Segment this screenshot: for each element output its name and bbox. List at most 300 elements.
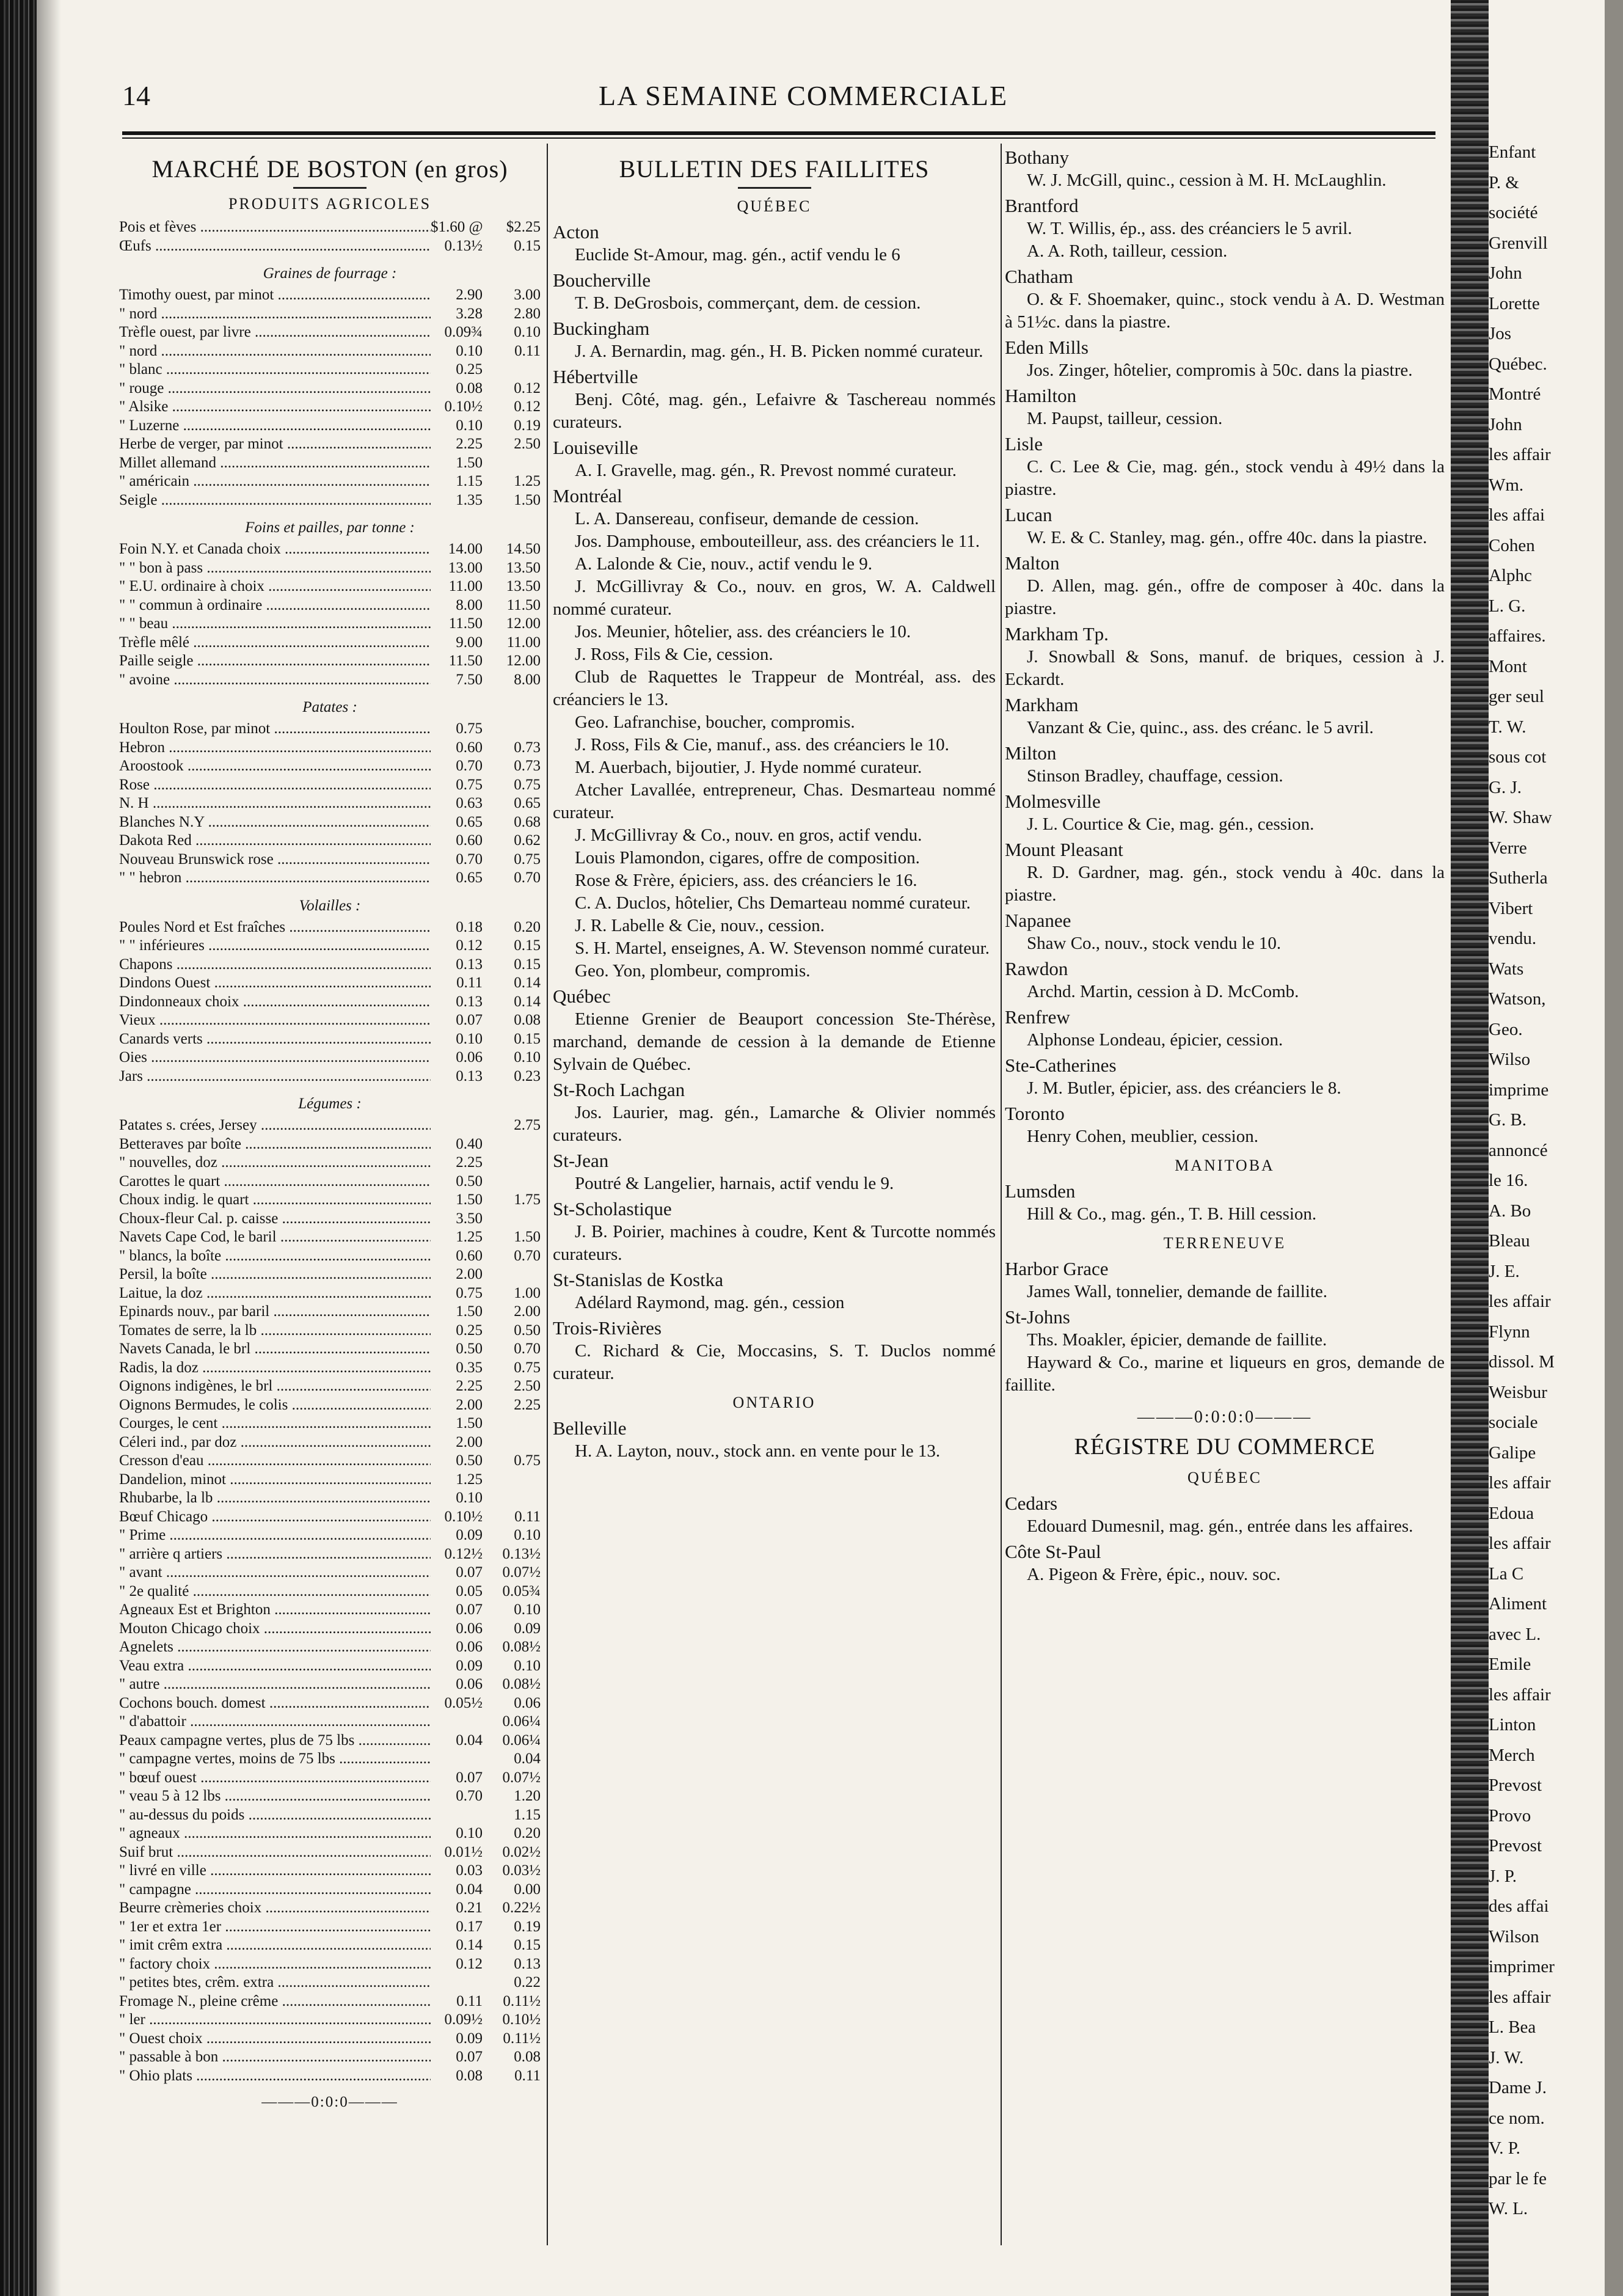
price-row bbox=[119, 1210, 541, 1229]
neighbor-line: Wilso bbox=[1489, 1050, 1531, 1069]
product-label: Millet allemand ..... bbox=[119, 454, 431, 473]
price-high: 13.50 bbox=[506, 559, 541, 576]
price-row bbox=[119, 1508, 541, 1527]
product-label: " agneaux ..... bbox=[119, 1824, 431, 1843]
price-row bbox=[119, 1694, 541, 1713]
price-row bbox=[119, 1582, 541, 1601]
price-high bbox=[483, 1489, 541, 1508]
price-low: 0.50 bbox=[456, 1340, 483, 1357]
neighbor-line: Galipe bbox=[1489, 1442, 1536, 1463]
neighbor-line: vendu. bbox=[1489, 929, 1537, 948]
price-row bbox=[119, 1322, 541, 1340]
price-row bbox=[119, 1284, 541, 1303]
price-high: 1.00 bbox=[514, 1284, 541, 1301]
price-low: 0.13 bbox=[456, 993, 483, 1010]
entry-place: Mount Pleasant bbox=[1005, 839, 1123, 860]
market-title: MARCHÉ DE BOSTON (en gros) bbox=[151, 155, 508, 183]
bankruptcy-list bbox=[553, 221, 996, 1385]
product-label: Houlton Rose, par minot ..... bbox=[119, 720, 431, 739]
price-low: 8.00 bbox=[456, 596, 483, 613]
entry-text: O. & F. Shoemaker, quinc., stock vendu à A. D. Westman à 51½c. dans la piastre. bbox=[1005, 290, 1445, 332]
price-low: 0.07 bbox=[456, 1012, 483, 1028]
product-label: Carottes le quart ..... bbox=[119, 1172, 431, 1191]
price-high: 0.23 bbox=[514, 1067, 541, 1084]
price-row bbox=[119, 435, 541, 454]
entry-text: J. Ross, Fils & Cie, cession. bbox=[575, 645, 773, 664]
entry-place: Renfrew bbox=[1005, 1006, 1070, 1028]
price-low: 2.25 bbox=[456, 436, 483, 452]
market-column bbox=[119, 144, 541, 2245]
entry-text: S. H. Martel, enseignes, A. W. Stevenson nommé curateur. bbox=[575, 938, 990, 958]
price-high: 0.11 bbox=[514, 2067, 541, 2084]
price-low: 0.06 bbox=[456, 1049, 483, 1066]
product-label: " américain ..... bbox=[119, 472, 431, 491]
price-high: 0.11½ bbox=[503, 2030, 541, 2047]
price-row bbox=[119, 918, 541, 937]
neighbor-line: Prevost bbox=[1489, 1775, 1542, 1795]
neighbor-line: Lorette bbox=[1489, 293, 1540, 313]
price-low: 2.00 bbox=[456, 1266, 483, 1282]
product-label: Vieux ..... bbox=[119, 1011, 431, 1030]
price-low: 0.25 bbox=[456, 361, 483, 378]
product-label: Betteraves par boîte ..... bbox=[119, 1135, 431, 1154]
entry-text: A. Lalonde & Cie, nouv., actif vendu le 9. bbox=[575, 554, 872, 574]
product-label: Chapons ..... bbox=[119, 956, 431, 974]
neighbor-line: dissol. M bbox=[1489, 1352, 1555, 1372]
price-high bbox=[483, 1433, 541, 1452]
price-low: 0.25 bbox=[456, 1322, 483, 1339]
neighbor-line: J. W. bbox=[1489, 2047, 1524, 2067]
entry-text: Jos. Damphouse, embouteilleur, ass. des créanciers le 11. bbox=[575, 532, 980, 551]
entry-text: J. Snowball & Sons, manuf. de briques, cession à J. Eckardt. bbox=[1005, 647, 1445, 689]
product-label: Navets Canada, le brl ..... bbox=[119, 1340, 431, 1359]
price-high: 0.75 bbox=[514, 1452, 541, 1469]
neighbor-line: Provo bbox=[1489, 1805, 1531, 1826]
price-row bbox=[119, 342, 541, 361]
price-high: 0.22½ bbox=[502, 1899, 541, 1916]
entry-text: Vanzant & Cie, quinc., ass. des créanc. le 5 avril. bbox=[1027, 718, 1374, 737]
neighbor-line: Weisbur bbox=[1489, 1382, 1547, 1402]
product-label: " avant ..... bbox=[119, 1563, 431, 1582]
product-label: Suif brut ..... bbox=[119, 1843, 431, 1862]
entry-text: D. Allen, mag. gén., offre de composer à 40c. dans la piastre. bbox=[1005, 576, 1445, 618]
entry-place: Montréal bbox=[553, 485, 622, 506]
entry-place: Rawdon bbox=[1005, 958, 1068, 979]
neighbor-line: Wm. bbox=[1489, 475, 1524, 495]
bankruptcy-list bbox=[1005, 1180, 1445, 1226]
neighbor-line: les affair bbox=[1489, 1292, 1551, 1311]
entry-place: St-Scholastique bbox=[553, 1198, 672, 1219]
entry-text: Archd. Martin, cession à D. McComb. bbox=[1027, 982, 1299, 1001]
entry-place: Lumsden bbox=[1005, 1180, 1076, 1202]
entry-text: J. McGillivray & Co., nouv. en gros, actif vendu. bbox=[575, 825, 922, 845]
product-label: " " inférieures ..... bbox=[119, 937, 431, 956]
neighbor-line: Dame J. bbox=[1489, 2078, 1547, 2097]
price-row bbox=[119, 1172, 541, 1191]
entry-place: Louiseville bbox=[553, 437, 638, 458]
product-label: Hebron ..... bbox=[119, 739, 431, 758]
price-high: 0.06 bbox=[514, 1694, 541, 1711]
product-label: Poules Nord et Est fraîches ..... bbox=[119, 918, 431, 937]
price-low: 0.12 bbox=[456, 937, 483, 954]
price-row bbox=[119, 794, 541, 813]
neighbor-line: La C bbox=[1489, 1563, 1524, 1584]
entry-text: Louis Plamondon, cigares, offre de composition. bbox=[575, 848, 920, 868]
neighbor-page-fragment bbox=[1489, 137, 1605, 2215]
price-row bbox=[119, 454, 541, 473]
neighbor-line: Verre bbox=[1489, 838, 1527, 858]
neighbor-line: Vibert bbox=[1489, 898, 1533, 918]
price-high: 0.75 bbox=[514, 1359, 541, 1376]
price-row bbox=[119, 2067, 541, 2086]
price-row bbox=[119, 1899, 541, 1918]
price-low: 0.01½ bbox=[444, 1843, 483, 1860]
price-low: 11.00 bbox=[448, 578, 483, 594]
entry-text: Hill & Co., mag. gén., T. B. Hill cession. bbox=[1027, 1204, 1317, 1224]
product-label: " nord ..... bbox=[119, 342, 431, 361]
price-row bbox=[119, 634, 541, 653]
price-low: 0.75 bbox=[456, 1284, 483, 1301]
product-label: " ler ..... bbox=[119, 2011, 431, 2030]
product-label: " campagne ..... bbox=[119, 1881, 431, 1899]
price-low: 9.00 bbox=[456, 634, 483, 651]
price-low bbox=[431, 1973, 483, 1992]
price-low: 0.50 bbox=[456, 1452, 483, 1469]
price-low: 11.50 bbox=[448, 653, 483, 669]
entry-text: C. Richard & Cie, Moccasins, S. T. Duclos nommé curateur. bbox=[553, 1341, 996, 1383]
price-low: 0.65 bbox=[456, 813, 483, 830]
entry-place: Côte St-Paul bbox=[1005, 1541, 1101, 1562]
product-label: " " hebron ..... bbox=[119, 869, 431, 888]
price-low: 11.50 bbox=[448, 615, 483, 632]
price-row bbox=[119, 1153, 541, 1172]
neighbor-line: Québec. bbox=[1489, 354, 1547, 374]
entry-text: A. Pigeon & Frère, épic., nouv. soc. bbox=[1027, 1565, 1281, 1584]
entry-text: W. E. & C. Stanley, mag. gén., offre 40c. dans la piastre. bbox=[1027, 528, 1428, 547]
entry-place: Boucherville bbox=[553, 269, 651, 291]
price-high bbox=[483, 1414, 541, 1433]
price-low: 0.04 bbox=[456, 1731, 483, 1749]
product-label: " bœuf ouest ..... bbox=[119, 1769, 431, 1788]
header-rule bbox=[122, 131, 1435, 135]
neighbor-line: Alphc bbox=[1489, 566, 1532, 585]
neighbor-line: L. Bea bbox=[1489, 2017, 1536, 2037]
entry-text: Jos. Zinger, hôtelier, compromis à 50c. dans la piastre. bbox=[1027, 360, 1413, 380]
product-label: Dindons Ouest ..... bbox=[119, 974, 431, 993]
entry-place: Brantford bbox=[1005, 195, 1079, 216]
price-low: 0.11 bbox=[456, 974, 483, 991]
price-row bbox=[119, 652, 541, 671]
product-label: Blanches N.Y ..... bbox=[119, 813, 431, 832]
price-row bbox=[119, 1377, 541, 1396]
neighbor-line: les affair bbox=[1489, 1534, 1551, 1553]
entry-place: Hébertville bbox=[553, 366, 638, 387]
entry-place: Cedars bbox=[1005, 1493, 1058, 1514]
entry-place: St-Johns bbox=[1005, 1306, 1070, 1328]
price-row bbox=[119, 1918, 541, 1937]
header-rule-thin bbox=[122, 137, 1435, 139]
price-high: 0.10 bbox=[514, 324, 541, 340]
product-label: Courges, le cent ..... bbox=[119, 1414, 431, 1433]
neighbor-line: société bbox=[1489, 203, 1538, 222]
price-high: 0.08½ bbox=[502, 1676, 541, 1692]
neighbor-line: Enfant bbox=[1489, 142, 1536, 162]
price-high: 14.50 bbox=[506, 541, 541, 557]
price-row bbox=[119, 832, 541, 850]
price-row bbox=[119, 218, 541, 237]
neighbor-line: John bbox=[1489, 414, 1522, 434]
neighbor-line: sociale bbox=[1489, 1413, 1538, 1432]
product-label: " blancs, la boîte ..... bbox=[119, 1247, 431, 1266]
product-label: " Luzerne ..... bbox=[119, 417, 431, 436]
price-row bbox=[119, 813, 541, 832]
price-high: 2.25 bbox=[514, 1396, 541, 1413]
price-low: 0.10 bbox=[456, 1825, 483, 1841]
price-row bbox=[119, 1713, 541, 1731]
price-row bbox=[119, 596, 541, 615]
price-low bbox=[431, 1713, 483, 1731]
neighbor-line: le 16. bbox=[1489, 1171, 1528, 1190]
price-low: 0.17 bbox=[456, 1918, 483, 1935]
price-row bbox=[119, 1048, 541, 1067]
product-label: Trèfle mêlé ..... bbox=[119, 634, 431, 653]
page-gutter bbox=[1451, 0, 1489, 2296]
column-divider bbox=[1001, 144, 1002, 2245]
price-row bbox=[119, 615, 541, 634]
product-label: Choux-fleur Cal. p. caisse ..... bbox=[119, 1210, 431, 1229]
price-high: 0.11½ bbox=[503, 1992, 541, 2009]
price-row bbox=[119, 1526, 541, 1545]
binding-shadow bbox=[37, 0, 61, 2296]
price-row bbox=[119, 1955, 541, 1974]
price-row bbox=[119, 379, 541, 398]
price-high: 1.50 bbox=[514, 1229, 541, 1245]
product-label: Herbe de verger, par minot ..... bbox=[119, 435, 431, 454]
product-label: Canards verts ..... bbox=[119, 1030, 431, 1049]
price-row bbox=[119, 540, 541, 559]
price-row bbox=[119, 1843, 541, 1862]
price-low: 1.50 bbox=[456, 1191, 483, 1208]
price-low: 0.09 bbox=[456, 2030, 483, 2047]
price-high: 0.08 bbox=[514, 1012, 541, 1028]
price-high: 0.05¾ bbox=[502, 1582, 541, 1600]
entry-text: J. Ross, Fils & Cie, manuf., ass. des créanciers le 10. bbox=[575, 735, 949, 755]
entry-place: Lucan bbox=[1005, 504, 1052, 525]
product-label: Epinards nouv., par baril ..... bbox=[119, 1303, 431, 1322]
price-low: 0.60 bbox=[456, 1247, 483, 1264]
product-label: " campagne vertes, moins de 75 lbs ..... bbox=[119, 1750, 431, 1769]
price-high: 11.50 bbox=[506, 596, 541, 613]
price-high bbox=[483, 360, 541, 379]
product-label: Bœuf Chicago ..... bbox=[119, 1508, 431, 1527]
entry-place: St-Roch Lachgan bbox=[553, 1079, 685, 1100]
entry-place: Harbor Grace bbox=[1005, 1258, 1109, 1279]
price-high: 2.50 bbox=[514, 1378, 541, 1394]
product-label: Agnelets ..... bbox=[119, 1638, 431, 1657]
price-row bbox=[119, 2030, 541, 2049]
price-low: 0.21 bbox=[456, 1899, 483, 1916]
neighbor-line: les affair bbox=[1489, 1987, 1551, 2007]
product-label: Dakota Red ..... bbox=[119, 832, 431, 850]
product-label: Céleri ind., par doz ..... bbox=[119, 1433, 431, 1452]
price-high: 1.75 bbox=[514, 1191, 541, 1208]
province-heading: TERRENEUVE bbox=[1163, 1234, 1286, 1252]
entry-text: Alphonse Londeau, épicier, cession. bbox=[1027, 1030, 1283, 1050]
price-low: 0.06 bbox=[456, 1639, 483, 1655]
product-label: " d'abattoir ..... bbox=[119, 1713, 431, 1731]
price-high: 0.68 bbox=[514, 813, 541, 830]
price-low: 0.09¾ bbox=[444, 324, 483, 340]
price-row bbox=[119, 1228, 541, 1247]
price-low: 0.12 bbox=[456, 1955, 483, 1972]
price-low: 2.00 bbox=[456, 1433, 483, 1450]
entry-place: Chatham bbox=[1005, 266, 1073, 287]
price-high: 1.15 bbox=[514, 1806, 541, 1823]
entry-text: J. B. Poirier, machines à coudre, Kent & Turcotte nommés curateurs. bbox=[553, 1222, 996, 1264]
price-low: $1.60 @ bbox=[431, 219, 483, 235]
bulletin-continued-column bbox=[1005, 144, 1445, 2245]
price-high: 11.00 bbox=[506, 634, 541, 651]
price-high: 0.14 bbox=[514, 993, 541, 1010]
price-row bbox=[119, 577, 541, 596]
product-label: Cresson d'eau ..... bbox=[119, 1452, 431, 1471]
column-divider bbox=[547, 144, 548, 2245]
price-row bbox=[119, 1340, 541, 1359]
neighbor-line: Wilson bbox=[1489, 1926, 1539, 1947]
price-high: 0.75 bbox=[514, 850, 541, 868]
neighbor-line: P. & bbox=[1489, 172, 1519, 192]
neighbor-line: Aliment bbox=[1489, 1594, 1547, 1614]
price-row bbox=[119, 1563, 541, 1582]
price-low: 14.00 bbox=[448, 541, 483, 557]
product-label: " avoine ..... bbox=[119, 671, 431, 690]
price-row bbox=[119, 2011, 541, 2030]
neighbor-line: Flynn bbox=[1489, 1322, 1530, 1342]
neighbor-line: G. J. bbox=[1489, 777, 1522, 797]
entry-text: Euclide St-Amour, mag. gén., actif vendu le 6 bbox=[575, 245, 900, 265]
price-row bbox=[119, 1471, 541, 1490]
price-low: 0.12½ bbox=[444, 1545, 483, 1562]
product-label: " rouge ..... bbox=[119, 379, 431, 398]
entry-text: Geo. Lafranchise, boucher, compromis. bbox=[575, 712, 855, 732]
price-row bbox=[119, 472, 541, 491]
price-row bbox=[119, 1862, 541, 1881]
price-high: 12.00 bbox=[506, 653, 541, 669]
entry-place: Markham bbox=[1005, 694, 1079, 715]
price-row bbox=[119, 937, 541, 956]
price-high: 0.12 bbox=[514, 398, 541, 415]
price-row bbox=[119, 1620, 541, 1639]
price-low bbox=[431, 1750, 483, 1769]
entry-text: Hayward & Co., marine et liqueurs en gros, demande de faillite. bbox=[1005, 1353, 1445, 1395]
price-high: 0.08 bbox=[514, 2049, 541, 2065]
price-low: 0.05 bbox=[456, 1582, 483, 1600]
product-label: Pois et fèves ..... bbox=[119, 218, 431, 237]
price-row bbox=[119, 1191, 541, 1210]
price-low: 0.09½ bbox=[444, 2011, 483, 2028]
price-high bbox=[483, 1172, 541, 1191]
price-high: 0.19 bbox=[514, 417, 541, 434]
neighbor-line: avec L. bbox=[1489, 1624, 1541, 1644]
entry-place: Toronto bbox=[1005, 1103, 1065, 1124]
product-label: " nord ..... bbox=[119, 305, 431, 324]
entry-place: Markham Tp. bbox=[1005, 623, 1109, 645]
price-list bbox=[119, 218, 541, 2085]
product-label: Persil, la boîte ..... bbox=[119, 1265, 431, 1284]
price-low: 0.60 bbox=[456, 739, 483, 756]
page-header bbox=[116, 67, 1435, 134]
product-label: " imit crêm extra ..... bbox=[119, 1936, 431, 1955]
product-label: Paille seigle ..... bbox=[119, 652, 431, 671]
product-label: " veau 5 à 12 lbs ..... bbox=[119, 1787, 431, 1806]
entry-text: Rose & Frère, épiciers, ass. des créanciers le 16. bbox=[575, 871, 917, 890]
product-label: " Prime ..... bbox=[119, 1526, 431, 1545]
entry-place: Milton bbox=[1005, 742, 1057, 764]
price-row bbox=[119, 974, 541, 993]
neighbor-line: Merch bbox=[1489, 1745, 1535, 1765]
entry-place: Trois-Rivières bbox=[553, 1317, 662, 1339]
price-high: 0.08½ bbox=[502, 1639, 541, 1655]
price-high: 13.50 bbox=[506, 578, 541, 594]
entry-text: Etienne Grenier de Beauport concession Ste-Thérèse, marchand, demande de cession à la demande de Etienne Sylvain de Québec. bbox=[553, 1009, 996, 1074]
price-high: 0.00 bbox=[514, 1881, 541, 1898]
title-rule bbox=[293, 187, 367, 189]
price-high bbox=[483, 720, 541, 739]
page-binding-edge bbox=[0, 0, 37, 2296]
neighbor-line: imprimer bbox=[1489, 1957, 1555, 1976]
price-row bbox=[119, 1247, 541, 1266]
entry-text: J. R. Labelle & Cie, nouv., cession. bbox=[575, 916, 825, 935]
price-high: 0.50 bbox=[514, 1322, 541, 1339]
price-row bbox=[119, 1824, 541, 1843]
neighbor-line: Emile bbox=[1489, 1654, 1531, 1674]
entry-text: Adélard Raymond, mag. gén., cession bbox=[575, 1293, 845, 1312]
price-high: 0.12 bbox=[514, 379, 541, 397]
product-label: Mouton Chicago choix ..... bbox=[119, 1620, 431, 1639]
product-label: Œufs ..... bbox=[119, 237, 431, 256]
entry-place: Eden Mills bbox=[1005, 337, 1089, 358]
price-low: 0.07 bbox=[456, 1564, 483, 1581]
product-label: Fromage N., pleine crême ..... bbox=[119, 1992, 431, 2011]
price-low: 0.07 bbox=[456, 1601, 483, 1618]
province-heading: QUÉBEC bbox=[737, 197, 812, 215]
product-label: Oies ..... bbox=[119, 1048, 431, 1067]
price-row bbox=[119, 1135, 541, 1154]
price-low: 0.65 bbox=[456, 869, 483, 886]
price-low: 0.08 bbox=[456, 379, 483, 397]
price-high: 12.00 bbox=[506, 615, 541, 632]
product-label: " petites btes, crêm. extra ..... bbox=[119, 1973, 431, 1992]
price-high: 0.02½ bbox=[502, 1843, 541, 1860]
price-low: 0.35 bbox=[456, 1359, 483, 1376]
neighbor-line: les affair bbox=[1489, 445, 1551, 464]
product-label: Agneaux Est et Brighton ..... bbox=[119, 1601, 431, 1620]
price-high: 2.50 bbox=[514, 436, 541, 452]
neighbor-line: V. P. bbox=[1489, 2138, 1520, 2158]
entry-place: Molmesville bbox=[1005, 791, 1101, 812]
price-high bbox=[483, 1265, 541, 1284]
registre-title: RÉGISTRE DU COMMERCE bbox=[1074, 1434, 1376, 1460]
category-heading: Patates : bbox=[302, 699, 357, 715]
price-high: 0.10 bbox=[514, 1049, 541, 1066]
price-low: 0.10 bbox=[456, 342, 483, 359]
product-label: N. H ..... bbox=[119, 794, 431, 813]
product-label: " Ouest choix ..... bbox=[119, 2030, 431, 2049]
price-high: 0.10 bbox=[514, 1601, 541, 1618]
price-row bbox=[119, 956, 541, 974]
price-low: 0.04 bbox=[456, 1881, 483, 1898]
product-label: " " beau ..... bbox=[119, 615, 431, 634]
